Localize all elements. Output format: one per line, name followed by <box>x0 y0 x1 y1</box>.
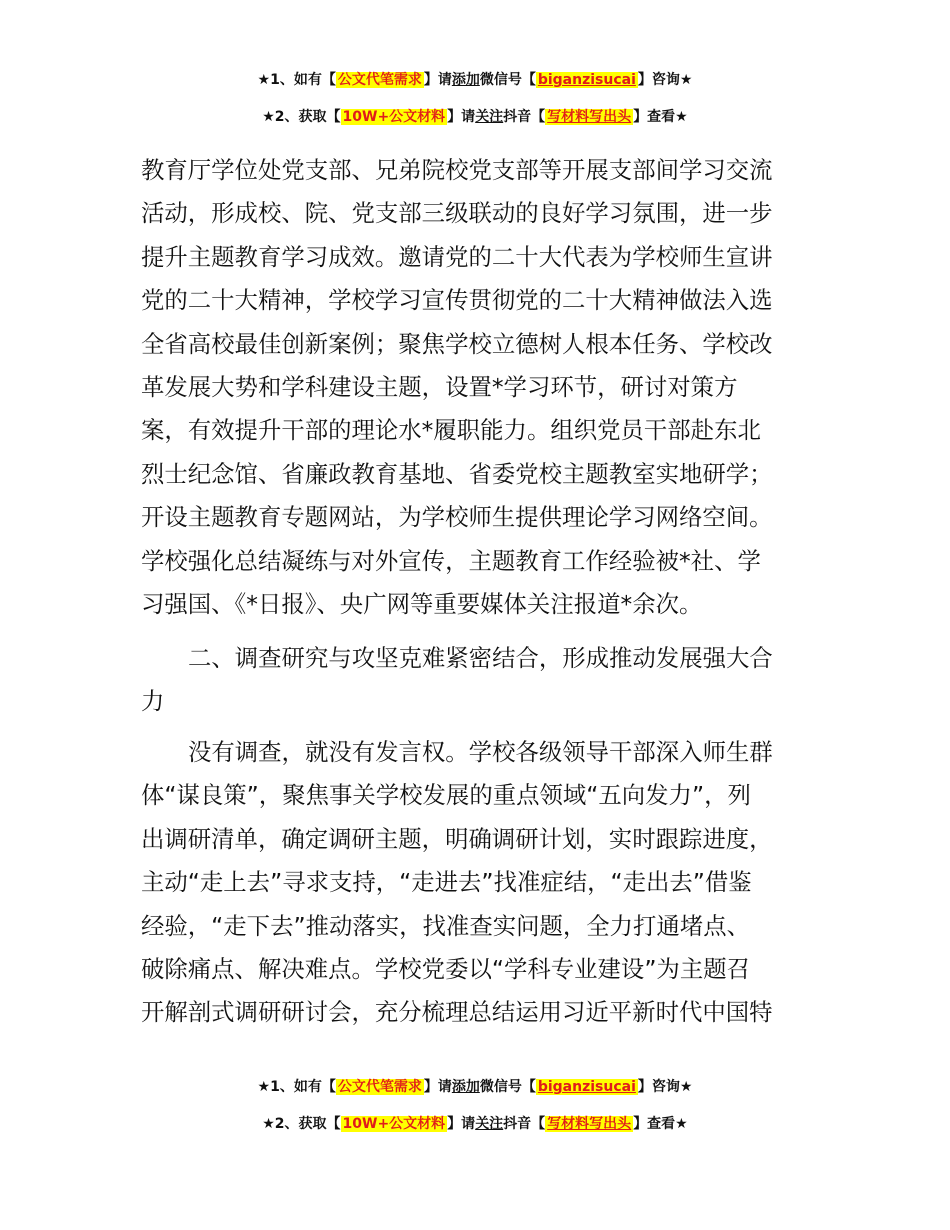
text-line: 教育厅学位处党支部、兄弟院校党支部等开展支部间学习交流 <box>141 156 773 184</box>
banner-emphasis: 添加 <box>451 1079 480 1095</box>
text-line: 出调研清单，确定调研主题，明确调研计划，实时跟踪进度， <box>141 824 773 853</box>
heading-line: 力 <box>141 687 165 716</box>
highlight-douyin: 写材料写出头 <box>547 1116 632 1132</box>
highlight-materials: 10W+公文材料 <box>342 1116 446 1132</box>
highlight-service: 公文代笔需求 <box>337 1079 422 1095</box>
text-line: 开解剖式调研研讨会，充分梳理总结运用习近平新时代中国特 <box>141 998 773 1027</box>
ad-banner-top-line1 <box>0 69 950 91</box>
banner-prefix: ★1、如有【 <box>257 72 336 88</box>
text-line: 革发展大势和学科建设主题，设置*学习环节，研讨对策方 <box>141 372 738 401</box>
paragraph-1 <box>141 149 811 626</box>
highlight-douyin: 写材料写出头 <box>547 109 632 125</box>
highlight-wechat-id: biganzisucai <box>537 72 636 88</box>
section-heading <box>141 637 811 724</box>
banner-prefix: ★2、获取【 <box>262 1116 341 1132</box>
banner-prefix: ★1、如有【 <box>257 1079 336 1095</box>
banner-text: 】请 <box>447 109 476 125</box>
banner-prefix: ★2、获取【 <box>262 109 341 125</box>
banner-emphasis: 添加 <box>451 72 480 88</box>
text-line: 烈士纪念馆、省廉政教育基地、省委党校主题教室实地研学； <box>141 459 773 488</box>
highlight-wechat-id: biganzisucai <box>537 1079 636 1095</box>
banner-text: 抖音【 <box>503 109 546 125</box>
banner-suffix: 】咨询★ <box>637 1079 693 1095</box>
text-line: 开设主题教育专题网站，为学校师生提供理论学习网络空间。 <box>141 503 773 532</box>
banner-text: 抖音【 <box>503 1116 546 1132</box>
banner-emphasis: 关注 <box>475 109 504 125</box>
text-line: 破除痛点、解决难点。学校党委以“学科专业建设”为主题召 <box>141 954 750 983</box>
banner-text: 】请 <box>423 1079 452 1095</box>
heading-line: 二、调查研究与攻坚克难紧密结合，形成推动发展强大合 <box>188 644 773 672</box>
banner-emphasis: 关注 <box>475 1116 504 1132</box>
ad-banner-bottom-line2 <box>0 1113 950 1135</box>
banner-text: 微信号【 <box>479 1079 536 1095</box>
highlight-service: 公文代笔需求 <box>337 72 422 88</box>
highlight-materials: 10W+公文材料 <box>342 109 446 125</box>
ad-banner-top-line2 <box>0 106 950 128</box>
text-line: 主动“走上去”寻求支持，“走进去”找准症结，“走出去”借鉴 <box>141 868 752 897</box>
banner-suffix: 】咨询★ <box>637 72 693 88</box>
banner-suffix: 】查看★ <box>633 109 688 125</box>
paragraph-2 <box>141 731 811 1035</box>
ad-banner-bottom-line1 <box>0 1076 950 1098</box>
text-line: 提升主题教育学习成效。邀请党的二十大代表为学校师生宣讲 <box>141 242 773 271</box>
banner-text: 】请 <box>423 72 452 88</box>
text-line: 体“谋良策”，聚焦事关学校发展的重点领域“五向发力”，列 <box>141 781 751 810</box>
text-line: 经验，“走下去”推动落实，找准查实问题，全力打通堵点、 <box>141 911 750 940</box>
banner-suffix: 】查看★ <box>633 1116 688 1132</box>
banner-text: 微信号【 <box>479 72 536 88</box>
text-line: 全省高校最佳创新案例；聚焦学校立德树人根本任务、学校改 <box>141 329 773 358</box>
text-line: 活动，形成校、院、党支部三级联动的良好学习氛围，进一步 <box>141 199 773 228</box>
banner-text: 】请 <box>447 1116 476 1132</box>
text-line: 习强国、《*日报》、央广网等重要媒体关注报道*余次。 <box>141 589 703 618</box>
text-line: 案，有效提升干部的理论水*履职能力。组织党员干部赴东北 <box>141 416 761 445</box>
text-line: 学校强化总结凝练与对外宣传，主题教育工作经验被*社、学 <box>141 546 761 575</box>
text-line: 没有调查，就没有发言权。学校各级领导干部深入师生群 <box>188 738 773 766</box>
text-line: 党的二十大精神，学校学习宣传贯彻党的二十大精神做法入选 <box>141 286 773 315</box>
